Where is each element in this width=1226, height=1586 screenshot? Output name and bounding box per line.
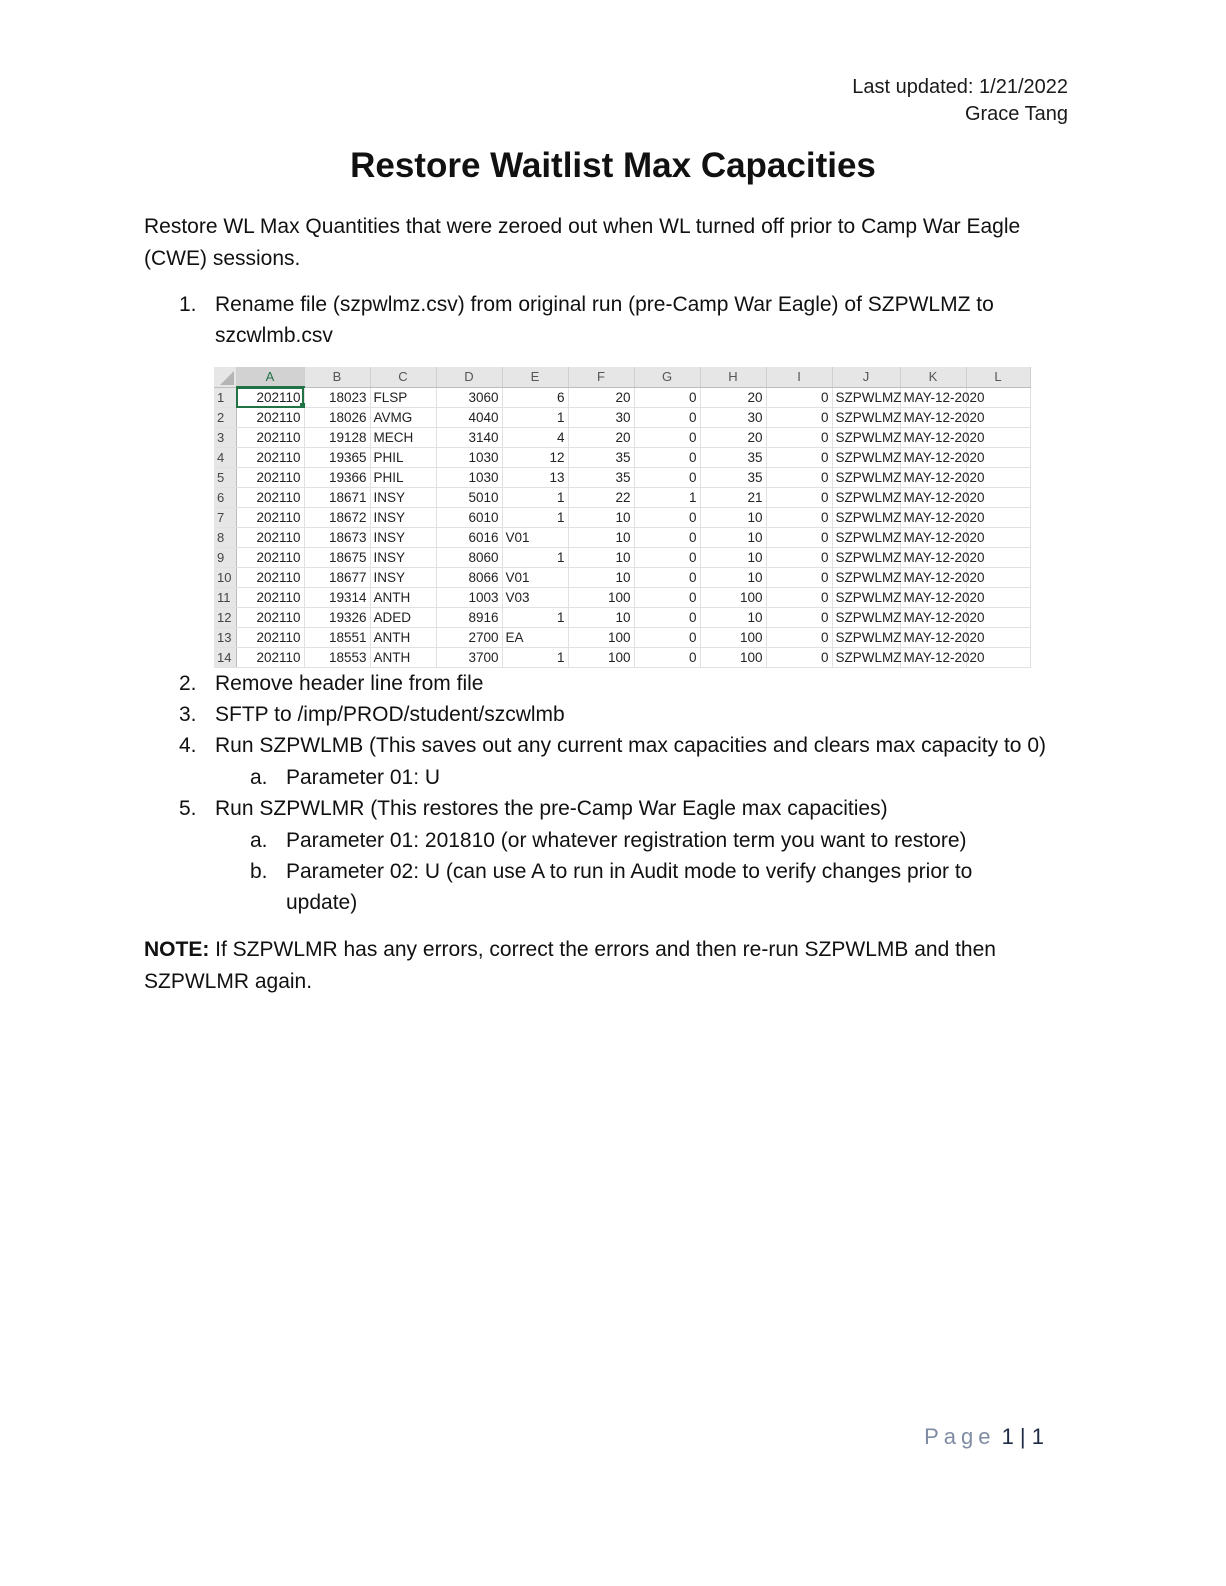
spreadsheet-cell[interactable]: 0 [766, 488, 832, 508]
row-header[interactable]: 12 [214, 608, 236, 628]
spreadsheet-cell[interactable]: 4 [502, 428, 568, 448]
spreadsheet-cell[interactable]: 202110 [236, 568, 304, 588]
spreadsheet-cell[interactable]: 35 [700, 448, 766, 468]
spreadsheet-cell[interactable]: 18023 [304, 387, 370, 408]
spreadsheet-cell[interactable]: 1 [634, 488, 700, 508]
substep-number: b. [250, 860, 268, 883]
spreadsheet-cell[interactable]: 0 [634, 508, 700, 528]
spreadsheet-cell[interactable]: SZPWLMZ [832, 508, 900, 528]
spreadsheet-cell[interactable]: 21 [700, 488, 766, 508]
spreadsheet-cell[interactable]: MAY-12-2020 [900, 387, 966, 408]
spreadsheet-cell[interactable]: 19366 [304, 468, 370, 488]
spreadsheet-cell[interactable]: MAY-12-2020 [900, 428, 966, 448]
select-all-corner[interactable] [214, 367, 236, 387]
spreadsheet-cell[interactable]: 0 [634, 568, 700, 588]
spreadsheet-image [214, 355, 1030, 668]
spreadsheet-cell[interactable]: 1 [502, 548, 568, 568]
spreadsheet-cell[interactable]: 1 [502, 488, 568, 508]
spreadsheet-cell[interactable]: 1 [502, 508, 568, 528]
spreadsheet-cell[interactable]: 0 [634, 528, 700, 548]
step-text: SFTP to /imp/PROD/student/szcwlmb [215, 703, 565, 726]
spreadsheet-cell[interactable]: SZPWLMZ [832, 528, 900, 548]
document-header [852, 74, 1068, 128]
spreadsheet-cell[interactable]: SZPWLMZ [832, 588, 900, 608]
step-number: 2. [179, 672, 197, 695]
spreadsheet-cell[interactable]: 0 [766, 548, 832, 568]
spreadsheet-cell[interactable]: MAY-12-2020 [900, 468, 966, 488]
spreadsheet-cell[interactable]: MECH [370, 428, 436, 448]
spreadsheet-cell[interactable]: AVMG [370, 408, 436, 428]
row-header[interactable]: 3 [214, 428, 236, 448]
last-updated: Last updated: 1/21/2022 [852, 76, 1068, 98]
column-header[interactable]: K [900, 367, 966, 387]
spreadsheet-cell[interactable]: 202110 [236, 387, 304, 408]
spreadsheet-cell[interactable]: 6010 [436, 508, 502, 528]
spreadsheet-cell[interactable]: 20 [700, 428, 766, 448]
spreadsheet-cell[interactable]: SZPWLMZ [832, 468, 900, 488]
spreadsheet-cell[interactable]: 10 [700, 608, 766, 628]
step-number: 3. [179, 703, 197, 726]
spreadsheet-cell[interactable]: 100 [568, 648, 634, 668]
spreadsheet-cell[interactable]: INSY [370, 528, 436, 548]
spreadsheet-cell[interactable]: EA [502, 628, 568, 648]
page-footer [924, 1424, 1044, 1450]
row-header[interactable]: 2 [214, 408, 236, 428]
spreadsheet-cell[interactable]: 3140 [436, 428, 502, 448]
spreadsheet-cell[interactable]: 0 [766, 428, 832, 448]
spreadsheet-cell[interactable]: MAY-12-2020 [900, 488, 966, 508]
step-number: 4. [179, 734, 197, 757]
spreadsheet-cell[interactable]: 202110 [236, 548, 304, 568]
spreadsheet-cell[interactable]: INSY [370, 508, 436, 528]
row-header[interactable]: 4 [214, 448, 236, 468]
step-text: Run SZPWLMR (This restores the pre-Camp War Eagle max capacities) [215, 797, 888, 820]
spreadsheet-cell[interactable]: 0 [766, 448, 832, 468]
substep-text-continued: update) [286, 891, 358, 914]
spreadsheet-cell[interactable]: 0 [634, 387, 700, 408]
spreadsheet-cell[interactable]: MAY-12-2020 [900, 508, 966, 528]
spreadsheet-cell[interactable]: MAY-12-2020 [900, 548, 966, 568]
spreadsheet-cell[interactable]: PHIL [370, 468, 436, 488]
page-title: Restore Waitlist Max Capacities [350, 146, 876, 185]
spreadsheet-row [214, 528, 1030, 548]
spreadsheet-cell[interactable]: 1003 [436, 588, 502, 608]
spreadsheet-cell[interactable]: 3060 [436, 387, 502, 408]
spreadsheet-cell[interactable]: 0 [766, 648, 832, 668]
spreadsheet-cell[interactable]: 18026 [304, 408, 370, 428]
substep-text: Parameter 02: U (can use A to run in Audit mode to verify changes prior to [286, 860, 973, 883]
spreadsheet-cell[interactable]: 1 [502, 608, 568, 628]
spreadsheet-cell[interactable]: MAY-12-2020 [900, 568, 966, 588]
row-header[interactable]: 14 [214, 648, 236, 668]
spreadsheet-row [214, 588, 1030, 608]
spreadsheet-cell[interactable]: 20 [568, 428, 634, 448]
step-number: 5. [179, 797, 197, 820]
spreadsheet-cell[interactable]: FLSP [370, 387, 436, 408]
spreadsheet-row [214, 548, 1030, 568]
spreadsheet-cell[interactable]: ANTH [370, 628, 436, 648]
spreadsheet-cell[interactable]: 10 [700, 508, 766, 528]
spreadsheet-cell[interactable]: 202110 [236, 608, 304, 628]
spreadsheet-cell[interactable]: MAY-12-2020 [900, 648, 966, 668]
spreadsheet-cell[interactable]: 0 [766, 568, 832, 588]
spreadsheet-cell[interactable]: PHIL [370, 448, 436, 468]
spreadsheet-cell[interactable]: MAY-12-2020 [900, 628, 966, 648]
spreadsheet-cell[interactable]: 18672 [304, 508, 370, 528]
substep-number: a. [250, 829, 268, 852]
column-header[interactable]: H [700, 367, 766, 387]
spreadsheet-cell[interactable]: 100 [700, 648, 766, 668]
spreadsheet-cell[interactable]: 0 [634, 548, 700, 568]
row-header[interactable]: 5 [214, 468, 236, 488]
spreadsheet-cell[interactable]: 0 [766, 528, 832, 548]
spreadsheet-cell[interactable]: V03 [502, 588, 568, 608]
spreadsheet-cell[interactable]: 20 [568, 387, 634, 408]
spreadsheet-cell[interactable]: 0 [766, 468, 832, 488]
spreadsheet-cell[interactable]: ADED [370, 608, 436, 628]
spreadsheet-cell[interactable]: 10 [700, 528, 766, 548]
spreadsheet-cell[interactable]: MAY-12-2020 [900, 588, 966, 608]
spreadsheet-cell[interactable]: MAY-12-2020 [900, 408, 966, 428]
spreadsheet-cell[interactable]: 10 [568, 508, 634, 528]
spreadsheet-cell[interactable]: 30 [700, 408, 766, 428]
spreadsheet-row [214, 448, 1030, 468]
spreadsheet-cell[interactable]: SZPWLMZ [832, 448, 900, 468]
column-header[interactable]: L [966, 367, 1030, 387]
spreadsheet-cell[interactable]: MAY-12-2020 [900, 448, 966, 468]
spreadsheet-cell[interactable]: 202110 [236, 528, 304, 548]
spreadsheet-cell[interactable]: SZPWLMZ [832, 408, 900, 428]
note-label: NOTE: [144, 938, 210, 961]
note-paragraph [144, 934, 1044, 998]
spreadsheet-cell[interactable]: 10 [568, 528, 634, 548]
row-header[interactable]: 9 [214, 548, 236, 568]
page-number: 1 | 1 [1001, 1424, 1044, 1449]
spreadsheet-cell[interactable]: 19314 [304, 588, 370, 608]
spreadsheet-cell[interactable]: 18673 [304, 528, 370, 548]
spreadsheet-cell[interactable]: 8916 [436, 608, 502, 628]
spreadsheet-cell[interactable]: 8066 [436, 568, 502, 588]
spreadsheet-cell[interactable]: 4040 [436, 408, 502, 428]
spreadsheet-row [214, 568, 1030, 588]
spreadsheet-cell[interactable]: 100 [700, 588, 766, 608]
spreadsheet-cell[interactable]: 20 [700, 387, 766, 408]
spreadsheet-cell[interactable]: 3700 [436, 648, 502, 668]
spreadsheet-cell[interactable]: 10 [568, 608, 634, 628]
spreadsheet-cell[interactable]: 202110 [236, 428, 304, 448]
spreadsheet-cell[interactable]: 19128 [304, 428, 370, 448]
spreadsheet-cell[interactable]: SZPWLMZ [832, 648, 900, 668]
spreadsheet-cell[interactable]: 0 [634, 408, 700, 428]
spreadsheet-cell[interactable]: 0 [634, 628, 700, 648]
spreadsheet-cell[interactable]: 202110 [236, 508, 304, 528]
spreadsheet-row [214, 408, 1030, 428]
row-header[interactable]: 13 [214, 628, 236, 648]
spreadsheet-cell[interactable]: 22 [568, 488, 634, 508]
author-name: Grace Tang [964, 103, 1068, 125]
spreadsheet-cell[interactable]: INSY [370, 568, 436, 588]
spreadsheet-cell[interactable]: 202110 [236, 468, 304, 488]
spreadsheet-cell[interactable]: 0 [634, 588, 700, 608]
spreadsheet-cell[interactable]: INSY [370, 488, 436, 508]
spreadsheet-cell[interactable]: ANTH [370, 588, 436, 608]
row-header[interactable]: 7 [214, 508, 236, 528]
spreadsheet-row [214, 387, 1030, 408]
spreadsheet-cell[interactable]: SZPWLMZ [832, 387, 900, 408]
spreadsheet-cell[interactable]: 19365 [304, 448, 370, 468]
step-number: 1. [179, 293, 197, 316]
spreadsheet-cell[interactable]: 18675 [304, 548, 370, 568]
spreadsheet-cell[interactable]: 1 [502, 648, 568, 668]
spreadsheet-cell[interactable]: 18677 [304, 568, 370, 588]
spreadsheet-cell[interactable]: 1030 [436, 448, 502, 468]
column-header[interactable]: C [370, 367, 436, 387]
spreadsheet-cell[interactable]: MAY-12-2020 [900, 608, 966, 628]
spreadsheet-cell[interactable]: 0 [634, 468, 700, 488]
column-header[interactable]: B [304, 367, 370, 387]
spreadsheet-cell[interactable]: 10 [568, 548, 634, 568]
row-header[interactable]: 8 [214, 528, 236, 548]
spreadsheet-cell[interactable]: 10 [568, 568, 634, 588]
spreadsheet-cell[interactable]: INSY [370, 548, 436, 568]
spreadsheet-cell[interactable]: 2700 [436, 628, 502, 648]
substep-text: Parameter 01: 201810 (or whatever registration term you want to restore) [286, 829, 967, 852]
spreadsheet-cell[interactable]: 6016 [436, 528, 502, 548]
spreadsheet-cell[interactable]: 10 [700, 568, 766, 588]
spreadsheet-cell[interactable]: SZPWLMZ [832, 488, 900, 508]
column-header[interactable]: G [634, 367, 700, 387]
spreadsheet-cell[interactable]: V01 [502, 528, 568, 548]
spreadsheet-cell[interactable]: 35 [568, 468, 634, 488]
spreadsheet-table [214, 367, 1031, 668]
spreadsheet-cell[interactable]: 0 [766, 588, 832, 608]
spreadsheet-row [214, 508, 1030, 528]
column-header[interactable]: J [832, 367, 900, 387]
spreadsheet-row [214, 648, 1030, 668]
spreadsheet-cell[interactable]: 202110 [236, 588, 304, 608]
row-header[interactable]: 10 [214, 568, 236, 588]
spreadsheet-cell[interactable]: 0 [634, 648, 700, 668]
spreadsheet-cell[interactable]: 202110 [236, 448, 304, 468]
spreadsheet-cell[interactable]: 10 [700, 548, 766, 568]
spreadsheet-cell[interactable]: 13 [502, 468, 568, 488]
spreadsheet-cell[interactable]: SZPWLMZ [832, 548, 900, 568]
step-text: Remove header line from file [215, 672, 484, 695]
spreadsheet-cell[interactable]: 30 [568, 408, 634, 428]
column-header[interactable]: D [436, 367, 502, 387]
spreadsheet-cell[interactable]: 1030 [436, 468, 502, 488]
step-text-continued: szcwlmb.csv [215, 324, 333, 347]
spreadsheet-top-edge [214, 355, 1030, 367]
spreadsheet-cell[interactable]: V01 [502, 568, 568, 588]
substep-number: a. [250, 766, 268, 789]
spreadsheet-cell[interactable]: 0 [766, 628, 832, 648]
note-text: If SZPWLMR has any errors, correct the errors and then re-run SZPWLMB and then SZPWLMR again. [144, 938, 996, 993]
spreadsheet-cell[interactable]: SZPWLMZ [832, 608, 900, 628]
spreadsheet-row [214, 628, 1030, 648]
spreadsheet-cell[interactable]: 5010 [436, 488, 502, 508]
column-header[interactable]: A [236, 367, 304, 387]
spreadsheet-cell[interactable]: 8060 [436, 548, 502, 568]
spreadsheet-cell[interactable]: 0 [766, 608, 832, 628]
step-text: Run SZPWLMB (This saves out any current max capacities and clears max capacity to 0) [215, 734, 1046, 757]
spreadsheet-cell[interactable]: 19326 [304, 608, 370, 628]
spreadsheet-cell[interactable]: 35 [568, 448, 634, 468]
spreadsheet-cell[interactable]: 100 [568, 588, 634, 608]
spreadsheet-row [214, 428, 1030, 448]
column-header[interactable]: E [502, 367, 568, 387]
spreadsheet-cell[interactable]: 202110 [236, 648, 304, 668]
spreadsheet-cell[interactable]: 100 [568, 628, 634, 648]
spreadsheet-cell[interactable]: SZPWLMZ [832, 628, 900, 648]
spreadsheet-cell[interactable]: 202110 [236, 408, 304, 428]
step-text: Rename file (szpwlmz.csv) from original run (pre-Camp War Eagle) of SZPWLMZ to [215, 293, 994, 316]
spreadsheet-cell[interactable]: 100 [700, 628, 766, 648]
spreadsheet-row [214, 488, 1030, 508]
column-header[interactable]: I [766, 367, 832, 387]
spreadsheet-cell[interactable]: 35 [700, 468, 766, 488]
page-label: Page [924, 1424, 996, 1449]
spreadsheet-cell[interactable]: 12 [502, 448, 568, 468]
spreadsheet-cell[interactable]: 18551 [304, 628, 370, 648]
intro-paragraph: Restore WL Max Quantities that were zeroed out when WL turned off prior to Camp War Eagle (CWE) sessions. [144, 215, 1021, 270]
spreadsheet-cell[interactable]: 0 [634, 428, 700, 448]
spreadsheet-cell[interactable]: SZPWLMZ [832, 568, 900, 588]
spreadsheet-row [214, 468, 1030, 488]
column-header-row [214, 367, 1030, 387]
row-header[interactable]: 1 [214, 387, 236, 408]
spreadsheet-cell[interactable]: 0 [634, 448, 700, 468]
spreadsheet-cell[interactable]: 6 [502, 387, 568, 408]
column-header[interactable]: F [568, 367, 634, 387]
spreadsheet-cell[interactable]: 1 [502, 408, 568, 428]
spreadsheet-cell[interactable]: SZPWLMZ [832, 428, 900, 448]
spreadsheet-cell[interactable]: MAY-12-2020 [900, 528, 966, 548]
spreadsheet-cell[interactable]: 202110 [236, 488, 304, 508]
row-header[interactable]: 6 [214, 488, 236, 508]
spreadsheet-cell[interactable]: 18671 [304, 488, 370, 508]
spreadsheet-cell[interactable]: 0 [634, 608, 700, 628]
spreadsheet-cell[interactable]: 0 [766, 508, 832, 528]
spreadsheet-row [214, 608, 1030, 628]
row-header[interactable]: 11 [214, 588, 236, 608]
spreadsheet-cell[interactable]: 0 [766, 387, 832, 408]
spreadsheet-cell[interactable]: 202110 [236, 628, 304, 648]
spreadsheet-cell[interactable]: 0 [766, 408, 832, 428]
substep-text: Parameter 01: U [286, 766, 441, 789]
spreadsheet-cell[interactable]: 18553 [304, 648, 370, 668]
spreadsheet-cell[interactable]: ANTH [370, 648, 436, 668]
